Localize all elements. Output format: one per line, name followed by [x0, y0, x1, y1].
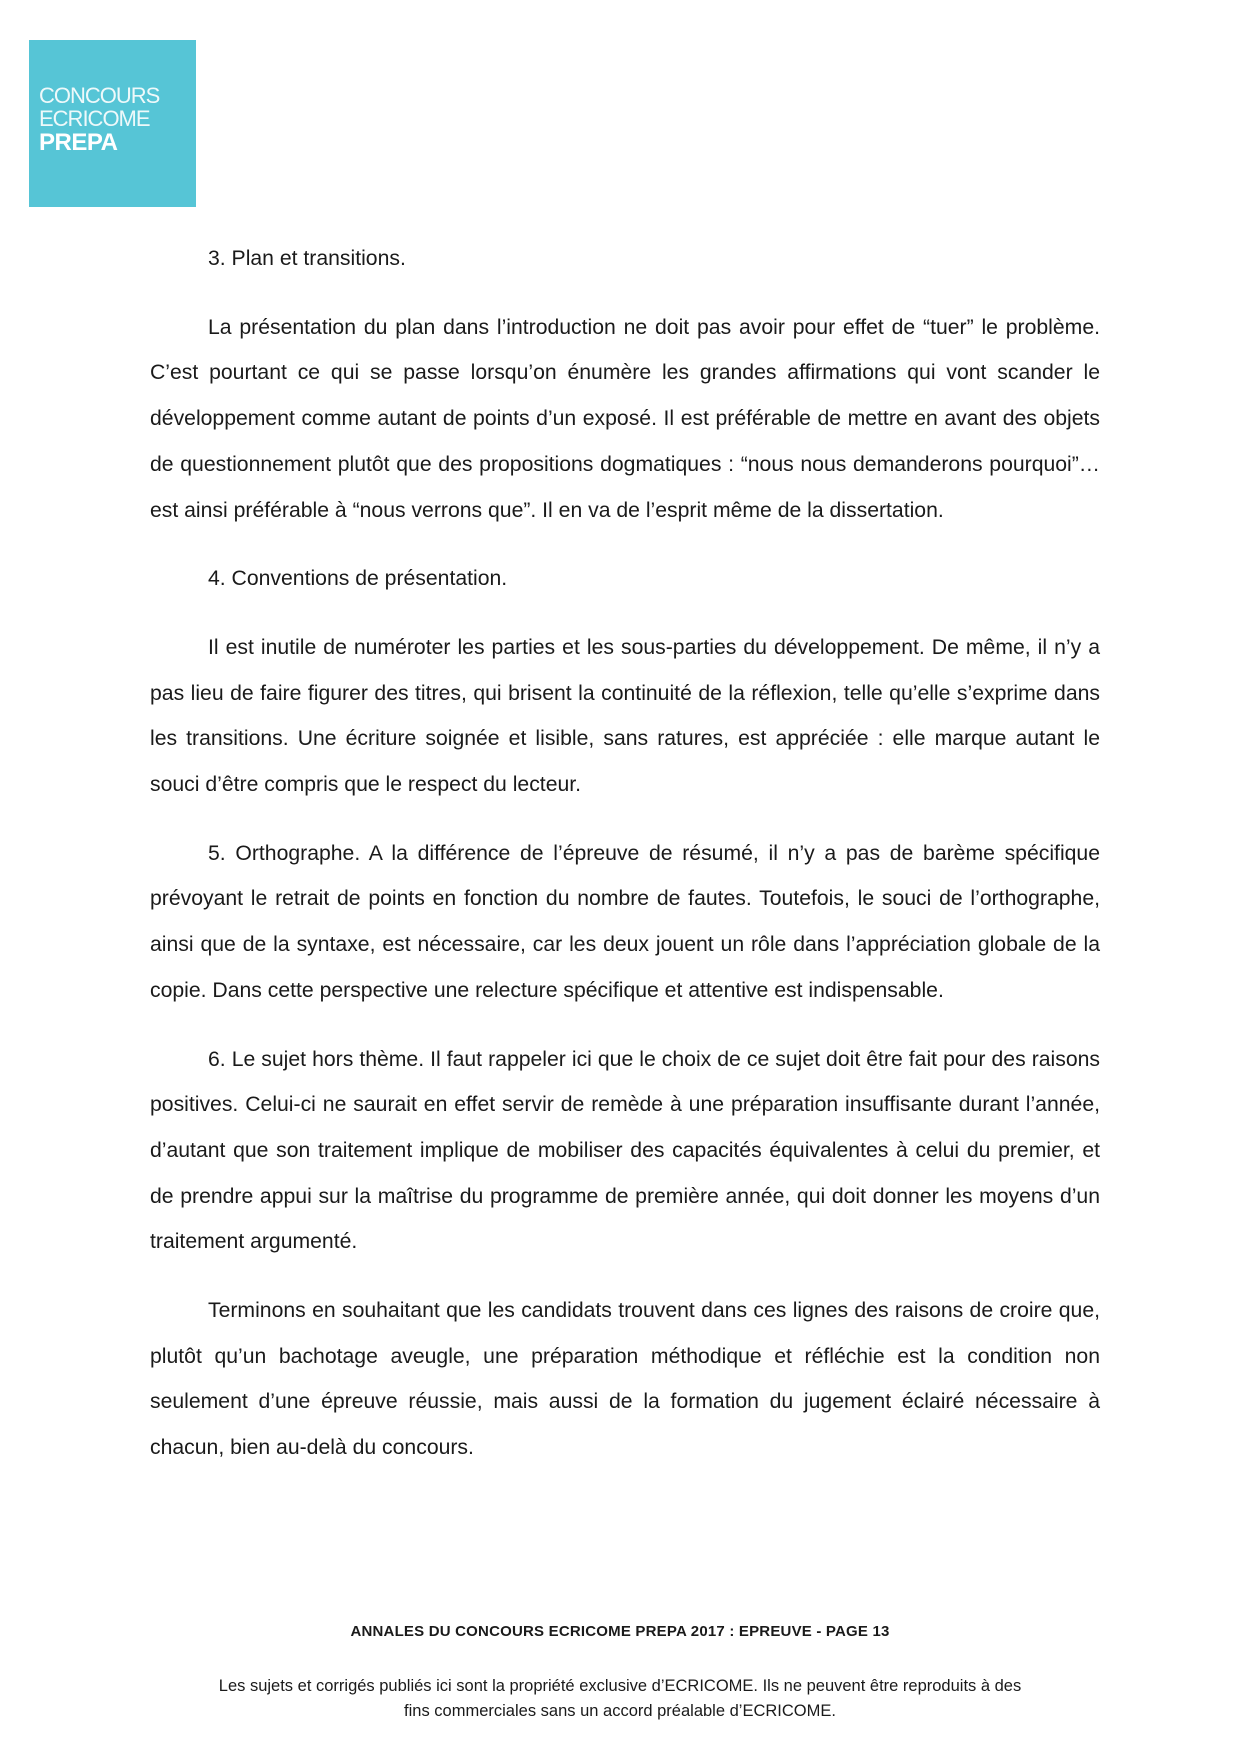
- section-heading-plan: 3. Plan et transitions.: [208, 247, 406, 270]
- footer-note-line-2: fins commerciales sans un accord préalable d’ECRICOME.: [404, 1702, 836, 1720]
- paragraph-orthographe: 5. Orthographe. A la différence de l’épreuve de résumé, il n’y a pas de barème spécifique prévoyant le retrait de points en fonction du nombre de fautes. Toutefois, le souci de l’orthographe, ainsi que de la syntaxe, est nécessaire, car les deux jouent un rôle dans l’appréciation globale de la copie. Dans cette perspective une relecture spécifique et attentive est indispensable.: [150, 841, 1100, 1002]
- logo-text-concours: CONCOURS: [39, 83, 160, 108]
- paragraph-hors-theme: 6. Le sujet hors thème. Il faut rappeler ici que le choix de ce sujet doit être fait pour des raisons positives. Celui-ci ne saurait en effet servir de remède à une préparation insuffisante durant l’année, d’autant que son traitement implique de mobiliser des capacités équivalentes à celui du premier, et de prendre appui sur la maîtrise du programme de première année, qui doit donner les moyens d’un traitement argumenté.: [150, 1047, 1100, 1254]
- section-heading-conventions: 4. Conventions de présentation.: [208, 567, 508, 591]
- footer-note-line-1: Les sujets et corrigés publiés ici sont la propriété exclusive d’ECRICOME. Ils ne peuvent être reproduits à des: [218, 1677, 1022, 1695]
- paragraph-plan: La présentation du plan dans l’introduction ne doit pas avoir pour effet de “tuer” le problème. C’est pourtant ce qui se passe lorsqu’on énumère les grandes affirmations qui vont scander le développement comme autant de points d’un exposé. Il est préférable de mettre en avant des objets de questionnement plutôt que des propositions dogmatiques : “nous nous demanderons pourquoi”… est ainsi préférable à “nous verrons que”. Il en va de l’esprit même de la dissertation.: [150, 315, 1100, 522]
- logo-text-prepa: PREPA: [39, 129, 118, 156]
- paragraph-conventions: Il est inutile de numéroter les parties et les sous-parties du développement. De même, il n’y a pas lieu de faire figurer des titres, qui brisent la continuité de la réflexion, telle qu’elle s’exprime dans les transitions. Une écriture soignée et lisible, sans ratures, est appréciée : elle marque autant le souci d’être compris que le respect du lecteur.: [150, 635, 1100, 797]
- paragraph-conclusion: Terminons en souhaitant que les candidats trouvent dans ces lignes des raisons de croire que, plutôt qu’un bachotage aveugle, une préparation méthodique et réfléchie est la condition non seulement d’une épreuve réussie, mais aussi de la formation du jugement éclairé nécessaire à chacun, bien au-delà du concours.: [150, 1299, 1100, 1460]
- document-body: [150, 236, 1100, 1494]
- ecricome-logo: [29, 40, 196, 207]
- footer-copyright-note: [130, 1674, 1110, 1724]
- footer-title: ANNALES DU CONCOURS ECRICOME PREPA 2017 : EPREUVE - PAGE 13: [350, 1623, 890, 1640]
- logo-text-ecricome: ECRICOME: [39, 106, 150, 131]
